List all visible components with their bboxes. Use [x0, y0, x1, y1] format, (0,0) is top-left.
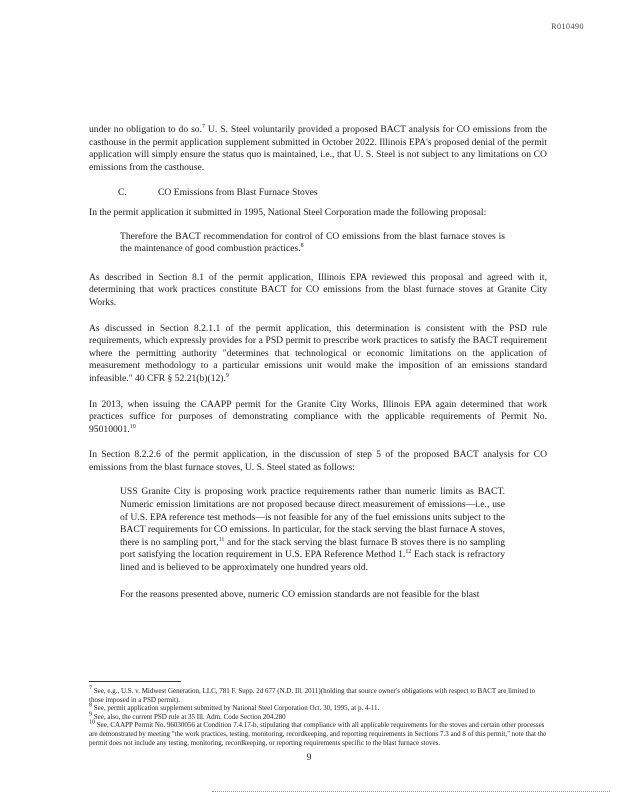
footnote-text: See, permit application supplement submitted by National Steel Corporation Oct. 30, 1995, at p. 4-11. [93, 704, 380, 713]
footnote-text: See, e.g., U.S. v. Midwest Generation, LLC, 781 F. Supp. 2d 677 (N.D. Ill. 2011)(holding that source owner's obligations with respect to BACT are limited to those imposed in a PSD permit). [89, 687, 536, 704]
footnote-number: 9 [89, 711, 92, 718]
paragraph-1-text-rest: U. S. Steel voluntarily provided a proposed BACT analysis for CO emissions from the casthouse in the permit application supplement submitted in October 2022. Illinois EPA's proposed denial of the permit application will simply ensure the status quo is maintained, i.e., that U. S. Steel is not subject to any limitations on CO emissions from the casthouse. [89, 124, 547, 173]
footnotes [89, 687, 547, 747]
footnote-divider [89, 681, 181, 682]
footnote-ref: 10 [129, 423, 136, 430]
document-body [89, 124, 547, 601]
footnote-8 [89, 704, 547, 713]
footnote-ref: 12 [405, 549, 412, 556]
footnote-number: 8 [89, 702, 92, 709]
paragraph-4-text: As discussed in Section 8.2.1.1 of the permit application, this determination is consistent with the PSD rule requirements, which expressly provides for a PSD permit to prescribe work practices to satisfy the BACT requirement where the permitting authority "determines that technological or economic limitations on the application of measurement methodology to a particular emissions unit would make the imposition of an emissions standard infeasible." 40 CFR § 52.21(b)(12). [89, 322, 547, 384]
section-title: CO Emissions from Blast Furnace Stoves [158, 187, 318, 199]
block-quote-2 [120, 486, 505, 574]
block-quote-2-text-b: and for the stack serving the blast furnace B stoves there is no sampling port satisfying the location requirement in U.S. EPA Reference Method 1. [120, 536, 505, 561]
paragraph-7: For the reasons presented above, numeric CO emission standards are not feasible for the blast [120, 588, 480, 600]
footnote-number: 10 [89, 720, 95, 727]
section-heading [89, 187, 547, 200]
block-quote-2-text-a: USS Granite City is proposing work practice requirements rather than numeric limits as BACT. Numeric emission limitations are not proposed because direct measurement of emissions—i.e., use of U.S. EPA reference test methods—is not feasible for any of the fuel emissions units subject to the BACT requirements for CO emissions. In particular, for the stack serving the blast furnace A stoves, there is no sampling port, [120, 486, 505, 548]
footnote-text: See, also, the current PSD rule at 35 Ill. Adm. Code Section 204.280 [93, 712, 286, 721]
section-number: C. [118, 187, 127, 199]
footnote-10 [89, 721, 547, 747]
footnote-ref: 11 [218, 536, 225, 543]
paragraph-5-text: In 2013, when issuing the CAAPP permit for the Granite City Works, Illinois EPA again determined that work practices suffice for purposes of demonstrating compliance with the applicable requirements of Permit No. 95010001. [89, 398, 547, 435]
bottom-rule [212, 791, 610, 792]
bates-number: R010490 [551, 22, 584, 31]
footnote-ref: 7 [202, 123, 205, 130]
footnote-7 [89, 687, 547, 704]
block-quote-2-text-c: Each stack is refractory lined and is believed to be approximately one hundred years old. [120, 549, 505, 574]
block-quote-1 [120, 231, 505, 256]
footnote-ref: 8 [300, 242, 304, 249]
block-quote-1-text: Therefore the BACT recommendation for control of CO emissions from the blast furnace stoves is the maintenance of good combustion practices. [120, 230, 505, 255]
page-number: 9 [306, 752, 312, 763]
paragraph-2: In the permit application it submitted in 1995, National Steel Corporation made the following proposal: [89, 206, 487, 218]
paragraph-5 [89, 399, 547, 437]
paragraph-1-text: under no obligation to do so. [89, 124, 202, 135]
paragraph-3: As described in Section 8.1 of the permit application, Illinois EPA reviewed this proposal and agreed with it, determining that work practices constitute BACT for CO emissions from the blast furnace stoves at Granite City Works. [89, 271, 547, 308]
footnote-ref: 9 [225, 372, 229, 379]
footnote-number: 7 [89, 685, 92, 692]
paragraph-1 [89, 124, 547, 174]
paragraph-4 [89, 323, 547, 386]
footnote-text: See, CAAPP Permit No. 96030056 at Condition 7.4.17-b, stipulating that compliance with all applicable requirements for the stoves and certain other processes are demonstrated by meeting "the work practices, testing, monitoring, recordkeeping, and reporting requirements in Sections 7.3 and 8 of this permit," note that the permit does not include any testing, monitoring, recordkeeping, or reporting requirements specific to the blast furnace stoves. [89, 721, 547, 747]
paragraph-6: In Section 8.2.2.6 of the permit application, in the discussion of step 5 of the proposed BACT analysis for CO emissions from the blast furnace stoves, U. S. Steel stated as follows: [89, 449, 547, 473]
